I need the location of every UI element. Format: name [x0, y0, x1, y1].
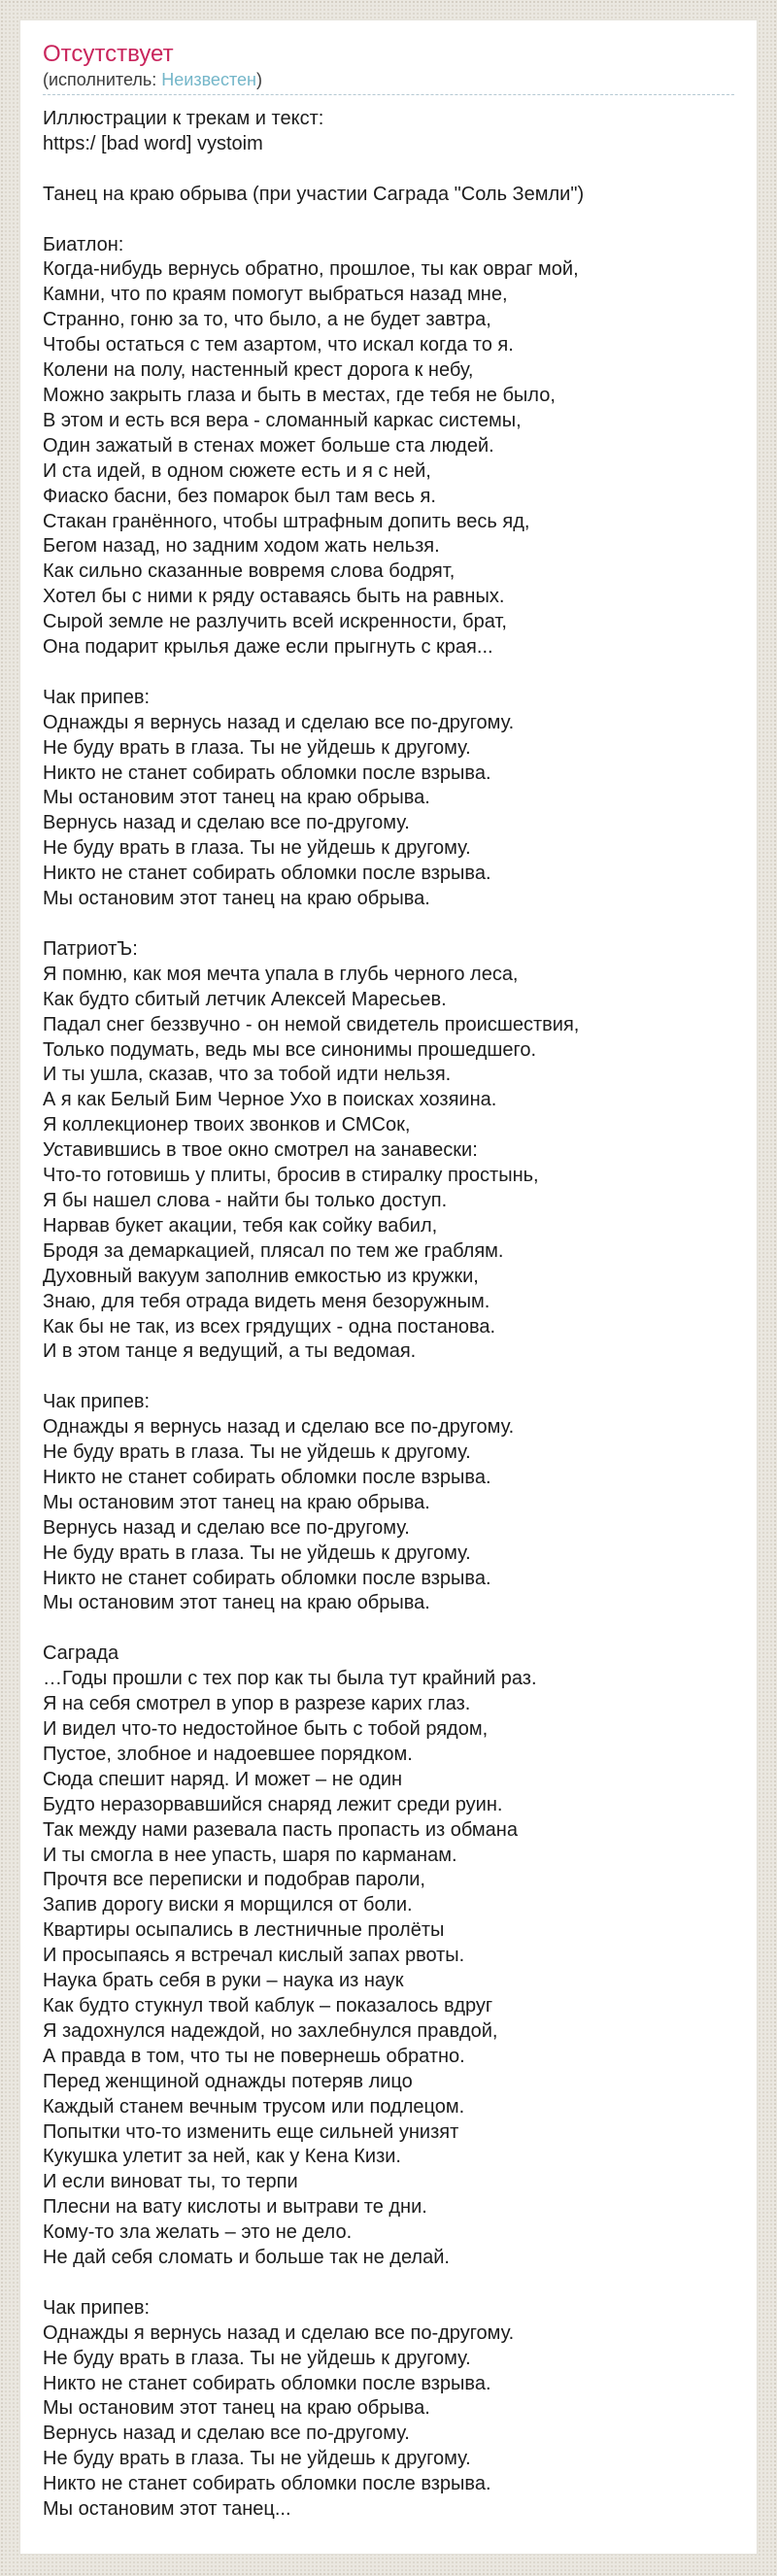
- lyric-line: Нарвав букет акации, тебя как сойку вабил,: [43, 1214, 438, 1237]
- lyric-line: Не буду врать в глаза. Ты не уйдешь к другому.: [43, 2448, 471, 2470]
- lyric-line: [43, 912, 734, 937]
- lyric-line: Стакан гранённого, чтобы штрафным допить весь яд,: [43, 510, 530, 532]
- lyric-line: Плесни на вату кислоты и вытрави те дни.: [43, 2196, 427, 2219]
- lyric-line: Когда-нибудь вернусь обратно, прошлое, ты как овраг мой,: [43, 258, 579, 281]
- lyric-line: Можно закрыть глаза и быть в местах, где тебя не было,: [43, 384, 556, 406]
- lyric-line: Вернусь назад и сделаю все по-другому.: [43, 1516, 410, 1539]
- lyric-line: И просыпаясь я встречал кислый запах рвоты.: [43, 1945, 465, 1967]
- lyric-line: Никто не станет собирать обломки после взрыва.: [43, 2372, 491, 2394]
- lyric-line: Она подарит крылья даже если прыгнуть с края...: [43, 636, 493, 659]
- artist-name-link[interactable]: Неизвестен: [161, 70, 256, 89]
- lyric-line: Попытки что-то изменить еще сильней унизят: [43, 2120, 459, 2143]
- lyric-line: Не буду врать в глаза. Ты не уйдешь к другому.: [43, 2347, 471, 2369]
- lyric-line: Не буду врать в глаза. Ты не уйдешь к другому.: [43, 1542, 471, 1564]
- lyric-line: Хотел бы с ними к ряду оставаясь быть на равных.: [43, 586, 505, 608]
- lyric-line: Духовный вакуум заполнив емкостью из кружки,: [43, 1265, 479, 1287]
- lyric-line: Колени на полу, настенный крест дорога к небу,: [43, 359, 474, 382]
- lyric-line: Никто не станет собирать обломки после взрыва.: [43, 762, 491, 784]
- lyric-line: Мы остановим этот танец на краю обрыва.: [43, 787, 430, 809]
- lyric-line: Саграда: [43, 1643, 119, 1665]
- lyric-line: Сюда спешит наряд. И может – не один: [43, 1768, 403, 1790]
- lyric-line: Что-то готовишь у плиты, бросив в стиралку простынь,: [43, 1165, 539, 1187]
- lyric-line: Никто не станет собирать обломки после взрыва.: [43, 1466, 491, 1488]
- lyric-line: Мы остановим этот танец...: [43, 2498, 291, 2521]
- lyric-line: Бегом назад, но задним ходом жать нельзя.: [43, 535, 440, 558]
- lyric-line: Не буду врать в глаза. Ты не уйдешь к другому.: [43, 837, 471, 860]
- lyric-line: Вернусь назад и сделаю все по-другому.: [43, 2423, 410, 2445]
- lyric-line: Однажды я вернусь назад и сделаю все по-другому.: [43, 711, 515, 733]
- lyric-line: Однажды я вернусь назад и сделаю все по-другому.: [43, 1416, 515, 1439]
- lyric-line: Никто не станет собирать обломки после взрыва.: [43, 2473, 491, 2495]
- lyric-line: Бродя за демаркацией, плясал по тем же граблям.: [43, 1239, 504, 1262]
- lyric-line: Никто не станет собирать обломки после взрыва.: [43, 863, 491, 885]
- lyric-line: Мы остановим этот танец на краю обрыва.: [43, 2397, 430, 2420]
- lyric-line: Я бы нашел слова - найти бы только доступ.: [43, 1189, 448, 1211]
- lyric-line: Камни, что по краям помогут выбраться назад мне,: [43, 284, 508, 306]
- lyric-line: Как сильно сказанные вовремя слова бодрят,: [43, 560, 456, 583]
- lyric-line: Чак припев:: [43, 1391, 151, 1413]
- lyric-line: И ты ушла, сказав, что за тобой идти нельзя.: [43, 1064, 452, 1086]
- lyric-line: [43, 1616, 734, 1642]
- lyric-line: Не дай себя сломать и больше так не делай.: [43, 2247, 450, 2269]
- lyric-line: Перед женщиной однажды потеряв лицо: [43, 2070, 413, 2092]
- lyric-line: Вернусь назад и сделаю все по-другому.: [43, 812, 410, 834]
- lyric-line: [43, 157, 734, 183]
- lyric-line: А я как Белый Бим Черное Ухо в поисках хозяина.: [43, 1089, 497, 1111]
- dashed-divider: [43, 90, 734, 95]
- lyric-line: Танец на краю обрыва (при участии Саграда "Соль Земли"): [43, 183, 585, 205]
- lyric-line: Запив дорогу виски я морщился от боли.: [43, 1894, 413, 1916]
- lyric-line: Я помню, как моя мечта упала в глубь черного леса,: [43, 963, 519, 985]
- artist-suffix: ): [255, 70, 262, 89]
- lyric-line: Биатлон:: [43, 233, 124, 255]
- lyric-line: [43, 661, 734, 686]
- lyric-line: Пустое, злобное и надоевшее порядком.: [43, 1743, 413, 1765]
- lyric-line: Знаю, для тебя отрада видеть меня безоружным.: [43, 1290, 490, 1312]
- lyric-line: Наука брать себя в руки – наука из наук: [43, 1970, 404, 1992]
- lyric-line: Уставившись в твое окно смотрел на занавески:: [43, 1139, 478, 1162]
- lyric-line: Мы остановим этот танец на краю обрыва.: [43, 888, 430, 910]
- lyric-line: Я коллекционер твоих звонков и СМСок,: [43, 1114, 411, 1136]
- lyric-line: Квартиры осыпались в лестничные пролёты: [43, 1919, 445, 1942]
- lyric-line: Как будто сбитый летчик Алексей Маресьев.: [43, 988, 447, 1010]
- lyric-line: Кукушка улетит за ней, как у Кена Кизи.: [43, 2146, 401, 2168]
- lyric-line: И в этом танце я ведущий, а ты ведомая.: [43, 1340, 417, 1363]
- lyrics-text-block: [43, 107, 734, 2523]
- lyric-line: Кому-то зла желать – это не дело.: [43, 2221, 353, 2244]
- lyric-line: Каждый станем вечным трусом или подлецом.: [43, 2095, 465, 2118]
- lyric-line: [43, 2271, 734, 2296]
- artist-line: [43, 70, 734, 90]
- lyric-line: В этом и есть вся вера - сломанный каркас системы,: [43, 409, 522, 431]
- lyric-line: Как бы не так, из всех грядущих - одна постанова.: [43, 1315, 496, 1338]
- lyric-line: Никто не станет собирать обломки после взрыва.: [43, 1567, 491, 1589]
- lyric-line: Один зажатый в стенах может больше ста людей.: [43, 434, 494, 457]
- lyric-line: [43, 1365, 734, 1390]
- lyric-line: И видел что-то недостойное быть с тобой рядом,: [43, 1718, 489, 1740]
- lyric-line: Как будто стукнул твой каблук – показалось вдруг: [43, 1994, 493, 2017]
- lyric-line: И ста идей, в одном сюжете есть и я с ней,: [43, 459, 431, 482]
- lyric-line: Только подумать, ведь мы все синонимы прошедшего.: [43, 1038, 537, 1061]
- lyric-line: Не буду врать в глаза. Ты не уйдешь к другому.: [43, 736, 471, 759]
- lyric-line: Однажды я вернусь назад и сделаю все по-другому.: [43, 2322, 515, 2344]
- lyric-line: Падал снег беззвучно - он немой свидетель происшествия,: [43, 1013, 580, 1035]
- lyric-line: И ты смогла в нее упасть, шаря по карманам.: [43, 1844, 457, 1866]
- lyric-line: Странно, гоню за то, что было, а не будет завтра,: [43, 309, 491, 331]
- lyric-line: Я на себя смотрел в упор в разрезе карих глаз.: [43, 1693, 471, 1715]
- lyric-line: Не буду врать в глаза. Ты не уйдешь к другому.: [43, 1441, 471, 1464]
- lyric-line: А правда в том, что ты не повернешь обратно.: [43, 2045, 465, 2067]
- lyric-line: Чак припев:: [43, 686, 151, 708]
- lyric-line: …Годы прошли с тех пор как ты была тут крайний раз.: [43, 1668, 537, 1690]
- lyric-line: Фиаско басни, без помарок был там весь я.: [43, 485, 436, 507]
- lyric-line: Прочтя все переписки и подобрав пароли,: [43, 1869, 425, 1891]
- lyric-line: Чак припев:: [43, 2296, 151, 2319]
- lyrics-card: [19, 19, 758, 2555]
- lyric-line: Мы остановим этот танец на краю обрыва.: [43, 1592, 430, 1614]
- lyric-line: И если виноват ты, то терпи: [43, 2171, 298, 2193]
- song-title-link[interactable]: Отсутствует: [43, 41, 174, 67]
- lyric-line: [43, 208, 734, 233]
- lyric-line: ПатриотЪ:: [43, 937, 138, 960]
- lyric-line: Чтобы остаться с тем азартом, что искал когда то я.: [43, 334, 514, 356]
- lyric-line: Я задохнулся надеждой, но захлебнулся правдой,: [43, 2019, 498, 2042]
- lyric-line: Так между нами разевала пасть пропасть из обмана: [43, 1818, 518, 1841]
- lyric-line: Сырой земле не разлучить всей искренности, брат,: [43, 611, 507, 633]
- lyric-line: Мы остановим этот танец на краю обрыва.: [43, 1491, 430, 1513]
- lyric-line: https:/ [bad word] vystoim: [43, 132, 263, 154]
- lyric-line: Будто неразорвавшийся снаряд лежит среди руин.: [43, 1793, 503, 1815]
- artist-prefix: (исполнитель:: [43, 70, 162, 89]
- lyric-line: Иллюстрации к трекам и текст:: [43, 108, 324, 129]
